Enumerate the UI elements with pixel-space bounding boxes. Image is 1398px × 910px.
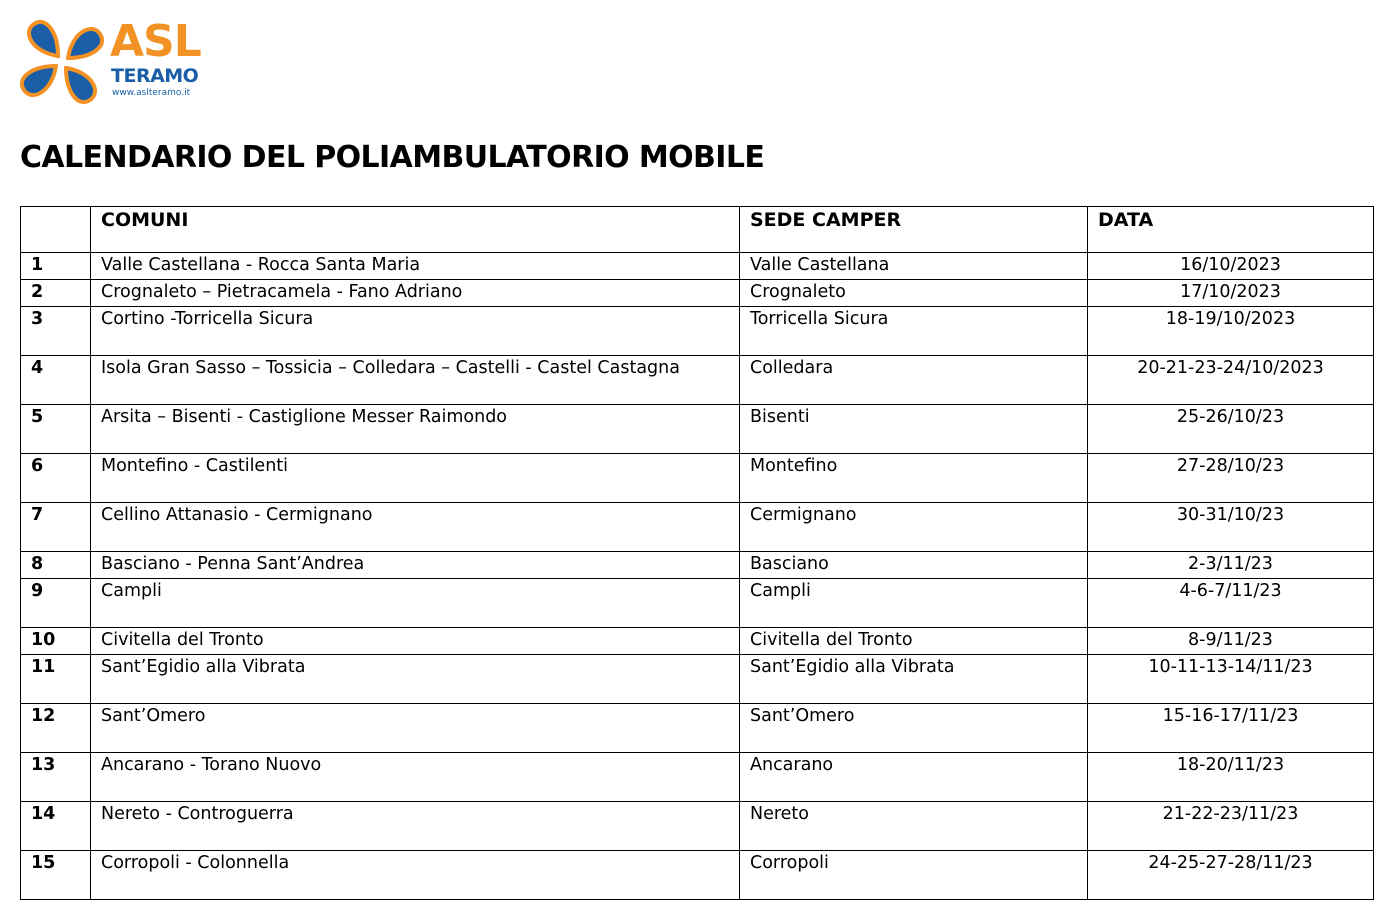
row-data: 2-3/11/23 xyxy=(1088,552,1374,579)
row-comuni: Arsita – Bisenti - Castiglione Messer Raimondo xyxy=(91,405,740,454)
row-sede-camper: Campli xyxy=(740,579,1088,628)
row-sede-camper: Torricella Sicura xyxy=(740,307,1088,356)
logo-asl-text: ASL xyxy=(110,16,201,67)
table-row xyxy=(21,503,1374,552)
row-comuni: Corropoli - Colonnella xyxy=(91,851,740,900)
table-row xyxy=(21,579,1374,628)
row-data: 24-25-27-28/11/23 xyxy=(1088,851,1374,900)
row-number: 5 xyxy=(21,405,91,454)
row-number: 15 xyxy=(21,851,91,900)
table-row xyxy=(21,655,1374,704)
row-number: 1 xyxy=(21,253,91,280)
row-number: 6 xyxy=(21,454,91,503)
row-data: 8-9/11/23 xyxy=(1088,628,1374,655)
table-row xyxy=(21,356,1374,405)
row-data: 21-22-23/11/23 xyxy=(1088,802,1374,851)
row-data: 16/10/2023 xyxy=(1088,253,1374,280)
row-number: 7 xyxy=(21,503,91,552)
row-comuni: Basciano - Penna Sant’Andrea xyxy=(91,552,740,579)
table-row xyxy=(21,552,1374,579)
row-comuni: Isola Gran Sasso – Tossicia – Colledara – Castelli - Castel Castagna xyxy=(91,356,740,405)
header-data: DATA xyxy=(1088,207,1374,253)
table-row xyxy=(21,802,1374,851)
row-sede-camper: Sant’Egidio alla Vibrata xyxy=(740,655,1088,704)
row-comuni: Cellino Attanasio - Cermignano xyxy=(91,503,740,552)
row-sede-camper: Civitella del Tronto xyxy=(740,628,1088,655)
row-sede-camper: Bisenti xyxy=(740,405,1088,454)
page-title: CALENDARIO DEL POLIAMBULATORIO MOBILE xyxy=(20,140,765,175)
table-row xyxy=(21,753,1374,802)
row-comuni: Nereto - Controguerra xyxy=(91,802,740,851)
row-data: 30-31/10/23 xyxy=(1088,503,1374,552)
row-data: 20-21-23-24/10/2023 xyxy=(1088,356,1374,405)
row-sede-camper: Crognaleto xyxy=(740,280,1088,307)
row-data: 4-6-7/11/23 xyxy=(1088,579,1374,628)
row-sede-camper: Nereto xyxy=(740,802,1088,851)
row-sede-camper: Valle Castellana xyxy=(740,253,1088,280)
row-sede-camper: Corropoli xyxy=(740,851,1088,900)
header-sede-camper: SEDE CAMPER xyxy=(740,207,1088,253)
row-number: 11 xyxy=(21,655,91,704)
row-number: 2 xyxy=(21,280,91,307)
row-sede-camper: Colledara xyxy=(740,356,1088,405)
logo-teramo-text: TERAMO xyxy=(111,65,199,87)
row-comuni: Sant’Egidio alla Vibrata xyxy=(91,655,740,704)
propeller-logo-icon xyxy=(18,18,106,106)
row-data: 17/10/2023 xyxy=(1088,280,1374,307)
row-sede-camper: Basciano xyxy=(740,552,1088,579)
row-sede-camper: Ancarano xyxy=(740,753,1088,802)
row-sede-camper: Sant’Omero xyxy=(740,704,1088,753)
row-comuni: Civitella del Tronto xyxy=(91,628,740,655)
row-data: 15-16-17/11/23 xyxy=(1088,704,1374,753)
table-row xyxy=(21,628,1374,655)
row-number: 14 xyxy=(21,802,91,851)
row-comuni: Sant’Omero xyxy=(91,704,740,753)
row-comuni: Crognaleto – Pietracamela - Fano Adriano xyxy=(91,280,740,307)
table-row xyxy=(21,454,1374,503)
header-num xyxy=(21,207,91,253)
table-header-row xyxy=(21,207,1374,253)
row-comuni: Montefino - Castilenti xyxy=(91,454,740,503)
row-number: 4 xyxy=(21,356,91,405)
header-comuni: COMUNI xyxy=(91,207,740,253)
table-row xyxy=(21,253,1374,280)
table-row xyxy=(21,851,1374,900)
row-comuni: Cortino -Torricella Sicura xyxy=(91,307,740,356)
row-data: 18-19/10/2023 xyxy=(1088,307,1374,356)
table-row xyxy=(21,405,1374,454)
row-number: 10 xyxy=(21,628,91,655)
asl-teramo-logo xyxy=(18,18,208,110)
logo-url-text: www.aslteramo.it xyxy=(112,88,191,98)
table-row xyxy=(21,307,1374,356)
row-comuni: Ancarano - Torano Nuovo xyxy=(91,753,740,802)
row-comuni: Campli xyxy=(91,579,740,628)
row-data: 10-11-13-14/11/23 xyxy=(1088,655,1374,704)
row-data: 18-20/11/23 xyxy=(1088,753,1374,802)
row-number: 13 xyxy=(21,753,91,802)
row-number: 9 xyxy=(21,579,91,628)
row-data: 27-28/10/23 xyxy=(1088,454,1374,503)
row-data: 25-26/10/23 xyxy=(1088,405,1374,454)
row-number: 8 xyxy=(21,552,91,579)
row-number: 3 xyxy=(21,307,91,356)
table-row xyxy=(21,704,1374,753)
row-number: 12 xyxy=(21,704,91,753)
table-row xyxy=(21,280,1374,307)
calendar-table xyxy=(20,206,1374,900)
row-comuni: Valle Castellana - Rocca Santa Maria xyxy=(91,253,740,280)
row-sede-camper: Montefino xyxy=(740,454,1088,503)
row-sede-camper: Cermignano xyxy=(740,503,1088,552)
